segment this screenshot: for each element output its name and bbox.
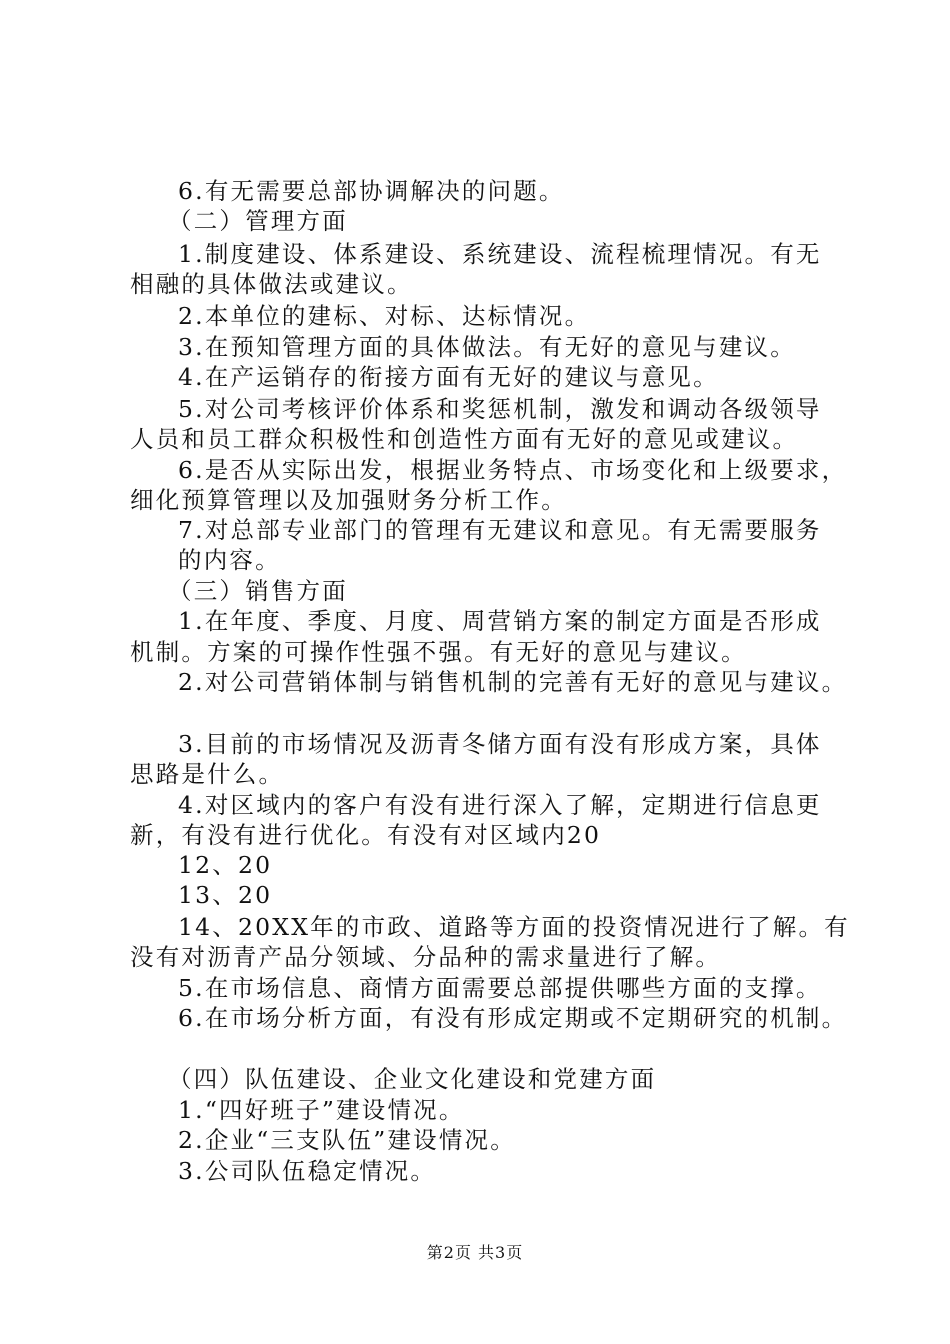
text-line: 1.在年度、季度、月度、周营销方案的制定方面是否形成 (178, 607, 822, 635)
text-line: 3.目前的市场情况及沥青冬储方面有没有形成方案，具体 (178, 730, 822, 758)
text-line: 7.对总部专业部门的管理有无建议和意见。有无需要服务 (178, 516, 822, 544)
text-line: 2.本单位的建标、对标、达标情况。 (178, 302, 591, 330)
text-line: 6.在市场分析方面，有没有形成定期或不定期研究的机制。 (178, 1004, 848, 1032)
text-line: 14、20XX年的市政、道路等方面的投资情况进行了解。有 (178, 913, 850, 941)
text-line: 5.在市场信息、商情方面需要总部提供哪些方面的支撑。 (178, 974, 822, 1002)
text-line: 6.是否从实际出发，根据业务特点、市场变化和上级要求， (178, 456, 848, 484)
text-line: 相融的具体做法或建议。 (130, 270, 413, 298)
text-line: 5.对公司考核评价体系和奖惩机制，激发和调动各级领导 (178, 395, 822, 423)
section-heading: （二）管理方面 (168, 207, 348, 235)
text-line: 1.“四好班子”建设情况。 (178, 1096, 465, 1124)
page-number-footer: 第2页 共3页 (426, 1243, 524, 1262)
text-line: 1.制度建设、体系建设、系统建设、流程梳理情况。有无 (178, 240, 822, 268)
text-line: 细化预算管理以及加强财务分析工作。 (130, 486, 567, 514)
text-line: 2.企业“三支队伍”建设情况。 (178, 1126, 516, 1154)
text-line: 13、20 (178, 881, 273, 909)
text-line: 6.有无需要总部协调解决的问题。 (178, 177, 565, 205)
section-heading: （四）队伍建设、企业文化建设和党建方面 (168, 1065, 657, 1093)
section-heading: （三）销售方面 (168, 577, 348, 605)
text-line: 没有对沥青产品分领域、分品种的需求量进行了解。 (130, 943, 722, 971)
text-line: 思路是什么。 (130, 760, 285, 788)
text-line: 2.对公司营销体制与销售机制的完善有无好的意见与建议。 (178, 668, 848, 696)
text-line: 3.在预知管理方面的具体做法。有无好的意见与建议。 (178, 333, 796, 361)
text-line: 3.公司队伍稳定情况。 (178, 1157, 437, 1185)
text-line: 的内容。 (178, 546, 281, 574)
text-line: 12、20 (178, 851, 273, 879)
text-line: 机制。方案的可操作性强不强。有无好的意见与建议。 (130, 638, 747, 666)
text-line: 4.对区域内的客户有没有进行深入了解，定期进行信息更 (178, 791, 822, 819)
text-line: 4.在产运销存的衔接方面有无好的建议与意见。 (178, 363, 719, 391)
text-line: 人员和员工群众积极性和创造性方面有无好的意见或建议。 (130, 425, 799, 453)
text-line: 新，有没有进行优化。有没有对区域内20 (130, 821, 602, 849)
